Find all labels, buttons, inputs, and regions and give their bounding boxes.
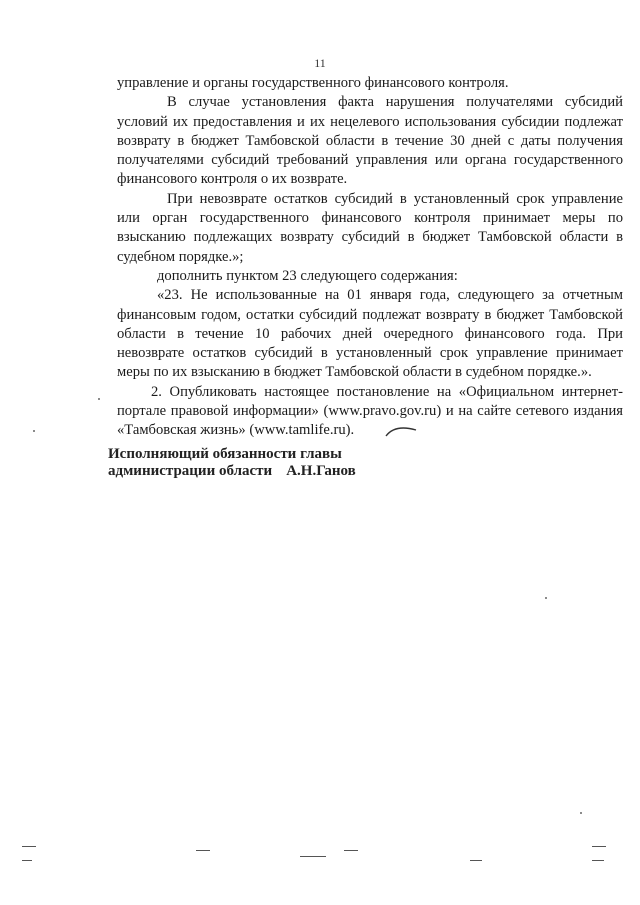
scan-speck bbox=[580, 812, 582, 814]
paragraph: При невозврате остатков субсидий в установленный срок управление или орган государственного финансового контроля принимает меры по взысканию подлежащих возврату субсидий в бюджет Тамбовской области в судебном порядке.»; bbox=[117, 190, 623, 265]
signature-position: администрации области bbox=[108, 463, 273, 479]
scan-edge-mark bbox=[22, 860, 32, 861]
page-number: 11 bbox=[314, 56, 326, 70]
scan-speck bbox=[98, 398, 100, 400]
scan-edge-mark bbox=[300, 856, 326, 857]
paragraph: 2. Опубликовать настоящее постановление на «Официальном интернет-портале правовой информации» (www.pravo.gov.ru) и на сайте сетевого издания «Тамбовская жизнь» (www.tamlife.ru). bbox=[117, 383, 623, 439]
scan-edge-mark bbox=[22, 846, 36, 847]
scan-edge-mark bbox=[344, 850, 358, 851]
scan-speck bbox=[545, 597, 547, 599]
scan-speck bbox=[33, 430, 35, 432]
signature-name: А.Н.Ганов bbox=[286, 463, 356, 479]
scan-edge-mark bbox=[470, 860, 482, 861]
signature-position-line2 bbox=[108, 463, 356, 480]
paragraph: управление и органы государственного финансового контроля. bbox=[117, 75, 509, 91]
scan-edge-mark bbox=[196, 850, 210, 851]
paragraph: «23. Не использованные на 01 января года, следующего за отчетным финансовым годом, остатки субсидий подлежат возврату в бюджет Тамбовской области в течение 10 рабочих дней очередного финансового года. При невозврате остатков субсидий в установленный срок управление принимает меры по их взысканию в бюджет Тамбовской области в судебном порядке.». bbox=[117, 287, 623, 381]
signature-block bbox=[108, 446, 356, 480]
paragraph: дополнить пунктом 23 следующего содержания: bbox=[157, 267, 458, 284]
document-body bbox=[117, 74, 623, 441]
scan-edge-mark bbox=[592, 846, 606, 847]
paragraph: В случае установления факта нарушения получателями субсидий условий их предоставления и их нецелевого использования субсидии подлежат возврату в бюджет Тамбовской области в течение 30 дней с даты получения получателями субсидий требований управления или органа государственного финансового контроля о их возврате. bbox=[117, 94, 623, 188]
signature-position-line1: Исполняющий обязанности главы bbox=[108, 446, 342, 462]
scan-edge-mark bbox=[592, 860, 604, 861]
pen-stroke-mark bbox=[384, 425, 418, 439]
